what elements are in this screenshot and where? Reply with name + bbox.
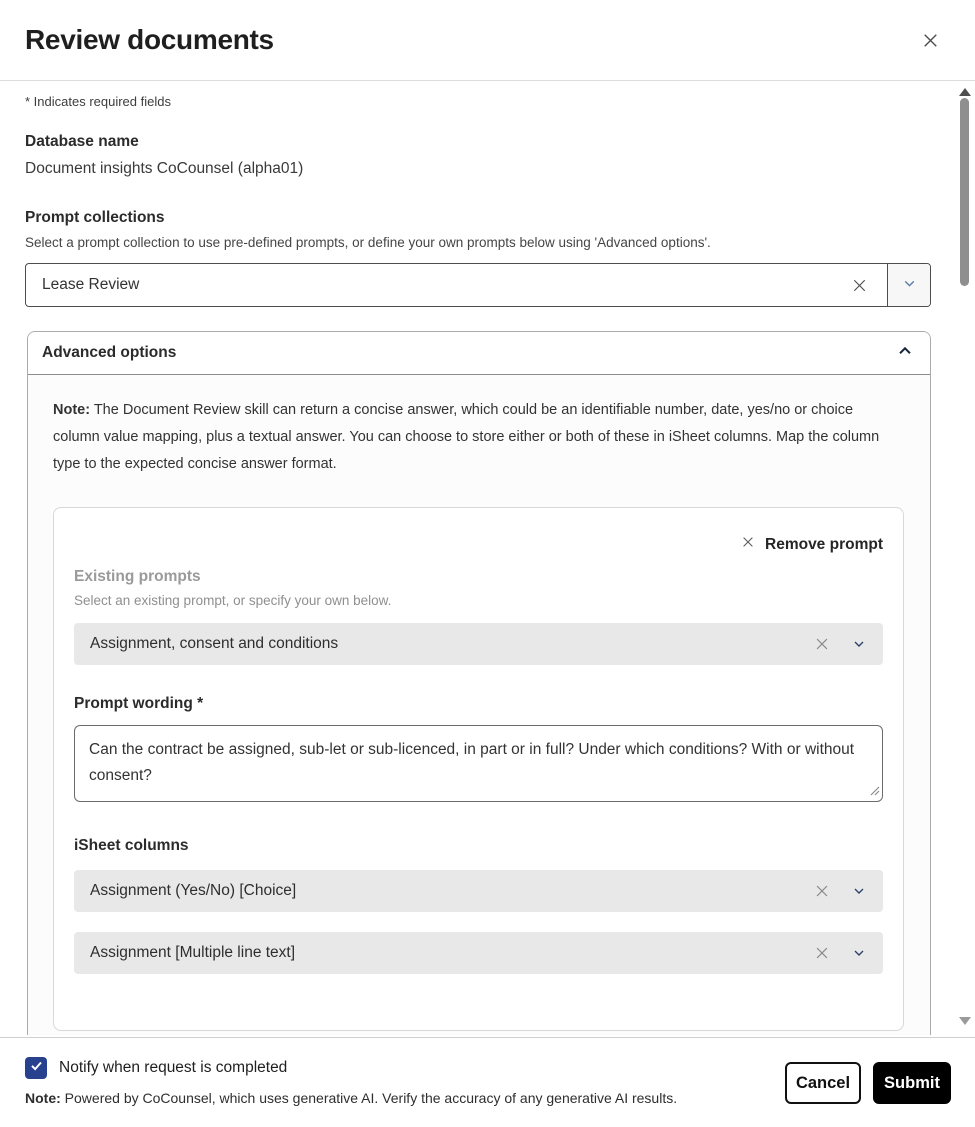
advanced-options-note: [53, 397, 898, 478]
isheet-column-value: Assignment (Yes/No) [Choice]: [90, 882, 297, 899]
prompt-wording-wrap: [74, 725, 883, 807]
chevron-down-icon: [901, 275, 918, 295]
chevron-down-icon: [851, 949, 867, 964]
submit-button[interactable]: Submit: [873, 1062, 951, 1104]
open-dropdown-button[interactable]: [888, 264, 930, 306]
required-fields-note: * Indicates required fields: [25, 94, 171, 109]
prompt-collection-combobox[interactable]: [25, 263, 931, 307]
checkmark-icon: [29, 1058, 44, 1078]
existing-prompt-select[interactable]: [74, 623, 883, 665]
modal-header: [0, 0, 975, 81]
remove-prompt-label: Remove prompt: [765, 535, 883, 553]
existing-prompts-help: Select an existing prompt, or specify your own below.: [74, 593, 392, 608]
close-icon: [920, 39, 941, 54]
database-name-label: Database name: [25, 133, 139, 150]
scrollbar-thumb[interactable]: [960, 98, 969, 286]
existing-prompt-value: Assignment, consent and conditions: [90, 635, 339, 652]
existing-prompts-label: Existing prompts: [74, 568, 201, 585]
cancel-button[interactable]: Cancel: [785, 1062, 861, 1104]
isheet-column-select[interactable]: [74, 932, 883, 974]
existing-prompt-dropdown-button[interactable]: [851, 636, 867, 652]
prompt-collection-value-area[interactable]: [26, 264, 887, 306]
isheet-column-dropdown-button[interactable]: [851, 883, 867, 899]
chevron-up-icon: [896, 342, 914, 365]
clear-icon: [813, 641, 831, 656]
clear-isheet-column-button[interactable]: [813, 882, 831, 900]
footer-note: [25, 1090, 677, 1106]
note-label: Note:: [53, 402, 91, 418]
remove-prompt-button[interactable]: [740, 534, 883, 555]
footer-note-text: Powered by CoCounsel, which uses generative AI. Verify the accuracy of any generative AI results.: [60, 1090, 678, 1106]
scroll-up-arrow-icon[interactable]: [959, 88, 971, 96]
prompt-collections-label: Prompt collections: [25, 209, 165, 226]
modal-title: Review documents: [25, 24, 274, 55]
remove-prompt-row: [74, 534, 883, 555]
database-name-value: Document insights CoCounsel (alpha01): [25, 160, 304, 177]
clear-existing-prompt-button[interactable]: [813, 635, 831, 653]
isheet-columns-label: iSheet columns: [74, 837, 189, 854]
notify-checkbox-row[interactable]: [25, 1057, 287, 1079]
chevron-down-icon: [851, 640, 867, 655]
clear-isheet-column-button[interactable]: [813, 944, 831, 962]
prompt-collection-value: Lease Review: [42, 276, 140, 293]
isheet-column-dropdown-button[interactable]: [851, 945, 867, 961]
isheet-column-select[interactable]: [74, 870, 883, 912]
vertical-scrollbar[interactable]: [957, 82, 974, 1037]
clear-icon: [813, 888, 831, 903]
note-text: The Document Review skill can return a concise answer, which could be an identifiable number, date, yes/no or choice column value mapping, plus a textual answer. You can choose to store either or both of these in iSheet columns. Map the column type to the expected concise answer format.: [53, 402, 880, 472]
isheet-column-value: Assignment [Multiple line text]: [90, 944, 296, 961]
modal-footer: [0, 1037, 975, 1127]
scroll-down-arrow-icon[interactable]: [959, 1017, 971, 1025]
clear-icon: [813, 950, 831, 965]
remove-icon: [740, 534, 756, 555]
clear-icon: [850, 283, 869, 298]
prompt-collections-help: Select a prompt collection to use pre-defined prompts, or define your own prompts below using 'Advanced options'.: [25, 235, 711, 250]
advanced-options-title: Advanced options: [42, 344, 177, 361]
form-content: [25, 82, 931, 1035]
advanced-options-panel: [27, 331, 931, 1035]
advanced-options-header[interactable]: [28, 332, 930, 375]
prompt-wording-textarea[interactable]: [74, 725, 883, 802]
modal-scroll-area: [0, 82, 975, 1037]
prompt-card: [53, 507, 904, 1031]
prompt-wording-label: Prompt wording *: [74, 695, 204, 712]
clear-selection-button[interactable]: [848, 274, 871, 297]
notify-checkbox[interactable]: [25, 1057, 47, 1079]
notify-label: Notify when request is completed: [59, 1059, 288, 1076]
chevron-down-icon: [851, 887, 867, 902]
advanced-options-body: [28, 375, 930, 1035]
close-button[interactable]: [916, 26, 945, 55]
note-label: Note:: [25, 1090, 61, 1106]
